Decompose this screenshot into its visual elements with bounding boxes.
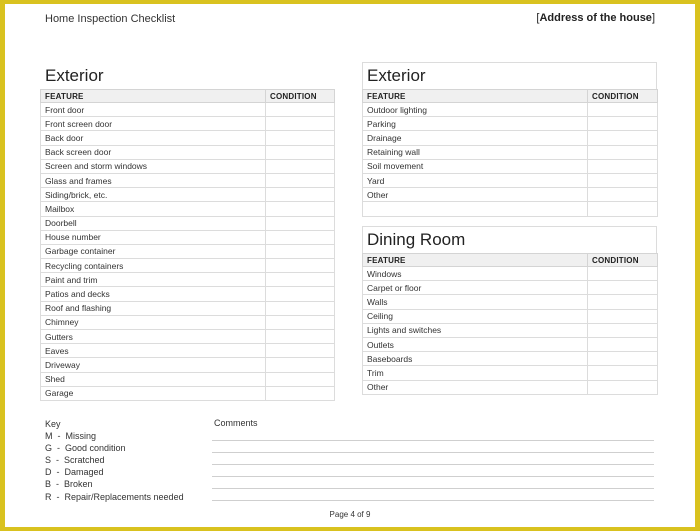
feature-cell: Lights and switches: [363, 323, 588, 337]
condition-header: CONDITION: [266, 90, 335, 103]
feature-cell: Glass and frames: [41, 173, 266, 187]
table-row: [41, 259, 335, 273]
key-separator: -: [51, 479, 65, 490]
key-entry: [45, 491, 184, 503]
condition-header: CONDITION: [588, 254, 658, 267]
table-row: [363, 352, 658, 366]
feature-cell: Walls: [363, 295, 588, 309]
condition-cell[interactable]: [266, 159, 335, 173]
condition-cell[interactable]: [588, 159, 658, 173]
feature-cell: Screen and storm windows: [41, 159, 266, 173]
feature-cell: Retaining wall: [363, 145, 588, 159]
condition-header: CONDITION: [588, 90, 658, 103]
feature-cell: [363, 202, 588, 216]
feature-cell: Shed: [41, 372, 266, 386]
table-row: [41, 372, 335, 386]
feature-header: FEATURE: [41, 90, 266, 103]
comment-line[interactable]: [212, 488, 654, 489]
key-entry: [45, 478, 184, 490]
left-section-title: Exterior: [45, 66, 104, 85]
condition-cell[interactable]: [588, 267, 658, 281]
key-label: Missing: [65, 431, 97, 442]
table-row: [41, 230, 335, 244]
table-row: [41, 103, 335, 117]
condition-cell[interactable]: [588, 103, 658, 117]
table-row: [363, 267, 658, 281]
table-row: [363, 337, 658, 351]
feature-cell: Yard: [363, 173, 588, 187]
feature-cell: Front door: [41, 103, 266, 117]
feature-cell: Back screen door: [41, 145, 266, 159]
feature-cell: Outdoor lighting: [363, 103, 588, 117]
condition-cell[interactable]: [588, 117, 658, 131]
table-row: [41, 188, 335, 202]
table-row: [41, 386, 335, 400]
condition-cell[interactable]: [266, 330, 335, 344]
comment-line[interactable]: [212, 500, 654, 501]
feature-cell: Drainage: [363, 131, 588, 145]
comment-line[interactable]: [212, 440, 654, 441]
right-top-section-title: Exterior: [367, 66, 426, 85]
table-row: [41, 173, 335, 187]
key-title: Key: [45, 419, 61, 429]
key-entry: [45, 454, 184, 466]
key-label: Broken: [64, 479, 93, 490]
table-row: [41, 117, 335, 131]
condition-cell[interactable]: [588, 173, 658, 187]
condition-cell[interactable]: [266, 131, 335, 145]
condition-cell[interactable]: [266, 315, 335, 329]
condition-cell[interactable]: [266, 202, 335, 216]
feature-cell: Siding/brick, etc.: [41, 188, 266, 202]
feature-cell: Chimney: [41, 315, 266, 329]
key-label: Repair/Replacements needed: [64, 491, 184, 502]
feature-cell: Soil movement: [363, 159, 588, 173]
feature-cell: Gutters: [41, 330, 266, 344]
feature-cell: Garage: [41, 386, 266, 400]
feature-cell: Other: [363, 188, 588, 202]
feature-cell: Front screen door: [41, 117, 266, 131]
condition-cell[interactable]: [588, 323, 658, 337]
table-row: [363, 380, 658, 394]
feature-cell: Trim: [363, 366, 588, 380]
table-row: [363, 103, 658, 117]
key-separator: -: [51, 467, 65, 478]
key-separator: -: [51, 455, 65, 466]
key-code: B: [45, 479, 52, 490]
table-row: [41, 287, 335, 301]
feature-cell: Back door: [41, 131, 266, 145]
dining-room-table: [362, 253, 658, 395]
address-field[interactable]: [Address of the house]: [536, 12, 655, 24]
key-legend: [45, 418, 184, 503]
table-row: [41, 216, 335, 230]
feature-cell: Ceiling: [363, 309, 588, 323]
key-code: G: [45, 443, 53, 454]
feature-cell: Recycling containers: [41, 259, 266, 273]
condition-cell[interactable]: [266, 273, 335, 287]
condition-cell[interactable]: [588, 366, 658, 380]
key-separator: -: [51, 491, 65, 502]
document-title: Home Inspection Checklist: [45, 13, 176, 25]
key-code: D: [45, 467, 52, 478]
condition-cell[interactable]: [266, 358, 335, 372]
table-row: [363, 145, 658, 159]
feature-cell: Patios and decks: [41, 287, 266, 301]
key-separator: -: [52, 431, 66, 442]
table-row: [41, 344, 335, 358]
condition-cell[interactable]: [266, 244, 335, 258]
feature-cell: Carpet or floor: [363, 281, 588, 295]
feature-cell: Mailbox: [41, 202, 266, 216]
key-code: R: [45, 491, 52, 502]
table-row: [41, 145, 335, 159]
feature-cell: Doorbell: [41, 216, 266, 230]
condition-cell[interactable]: [588, 188, 658, 202]
table-row: [41, 202, 335, 216]
feature-header: FEATURE: [363, 254, 588, 267]
table-row: [363, 309, 658, 323]
table-row: [41, 244, 335, 258]
table-row: [363, 188, 658, 202]
condition-cell[interactable]: [588, 145, 658, 159]
feature-cell: Outlets: [363, 337, 588, 351]
table-row: [363, 159, 658, 173]
condition-cell[interactable]: [266, 372, 335, 386]
condition-cell[interactable]: [588, 380, 658, 394]
key-label: Damaged: [64, 467, 104, 478]
feature-cell: Eaves: [41, 344, 266, 358]
table-row: [41, 330, 335, 344]
table-row: [41, 273, 335, 287]
condition-cell[interactable]: [588, 337, 658, 351]
condition-cell[interactable]: [266, 117, 335, 131]
condition-cell[interactable]: [266, 216, 335, 230]
table-row: [363, 131, 658, 145]
key-code: M: [45, 431, 53, 442]
condition-cell[interactable]: [266, 145, 335, 159]
comment-line[interactable]: [212, 464, 654, 465]
condition-cell[interactable]: [266, 301, 335, 315]
feature-cell: Other: [363, 380, 588, 394]
key-entry: [45, 430, 184, 442]
key-entry: [45, 466, 184, 478]
comment-line[interactable]: [212, 476, 654, 477]
feature-header: FEATURE: [363, 90, 588, 103]
table-row: [41, 301, 335, 315]
table-row: [363, 281, 658, 295]
key-separator: -: [52, 443, 66, 454]
table-row: [363, 202, 658, 216]
table-row: [41, 315, 335, 329]
condition-cell[interactable]: [266, 173, 335, 187]
key-label: Scratched: [64, 455, 105, 466]
checklist-page: [5, 4, 695, 527]
condition-cell[interactable]: [588, 295, 658, 309]
condition-cell[interactable]: [266, 188, 335, 202]
condition-cell[interactable]: [266, 386, 335, 400]
dining-section-title: Dining Room: [367, 230, 466, 249]
feature-cell: House number: [41, 230, 266, 244]
key-label: Good condition: [65, 443, 126, 454]
table-row: [41, 358, 335, 372]
comments-label: Comments: [214, 418, 258, 428]
condition-cell[interactable]: [266, 103, 335, 117]
feature-cell: Baseboards: [363, 352, 588, 366]
table-row: [363, 117, 658, 131]
condition-cell[interactable]: [266, 259, 335, 273]
table-row: [363, 366, 658, 380]
table-row: [363, 295, 658, 309]
condition-cell[interactable]: [266, 287, 335, 301]
feature-cell: Garbage container: [41, 244, 266, 258]
condition-cell[interactable]: [588, 281, 658, 295]
feature-cell: Windows: [363, 267, 588, 281]
address-text: Address of the house: [539, 12, 652, 24]
key-code: S: [45, 455, 52, 466]
right-exterior-table: [362, 89, 658, 217]
condition-cell[interactable]: [266, 344, 335, 358]
condition-cell[interactable]: [588, 352, 658, 366]
page-number: Page 4 of 9: [329, 510, 371, 519]
condition-cell[interactable]: [266, 230, 335, 244]
table-row: [41, 159, 335, 173]
table-row: [41, 131, 335, 145]
condition-cell[interactable]: [588, 309, 658, 323]
feature-cell: Parking: [363, 117, 588, 131]
feature-cell: Paint and trim: [41, 273, 266, 287]
feature-cell: Roof and flashing: [41, 301, 266, 315]
condition-cell[interactable]: [588, 202, 658, 216]
key-entry: [45, 442, 184, 454]
comment-line[interactable]: [212, 452, 654, 453]
feature-cell: Driveway: [41, 358, 266, 372]
condition-cell[interactable]: [588, 131, 658, 145]
table-row: [363, 173, 658, 187]
table-row: [363, 323, 658, 337]
left-exterior-table: [40, 89, 335, 401]
